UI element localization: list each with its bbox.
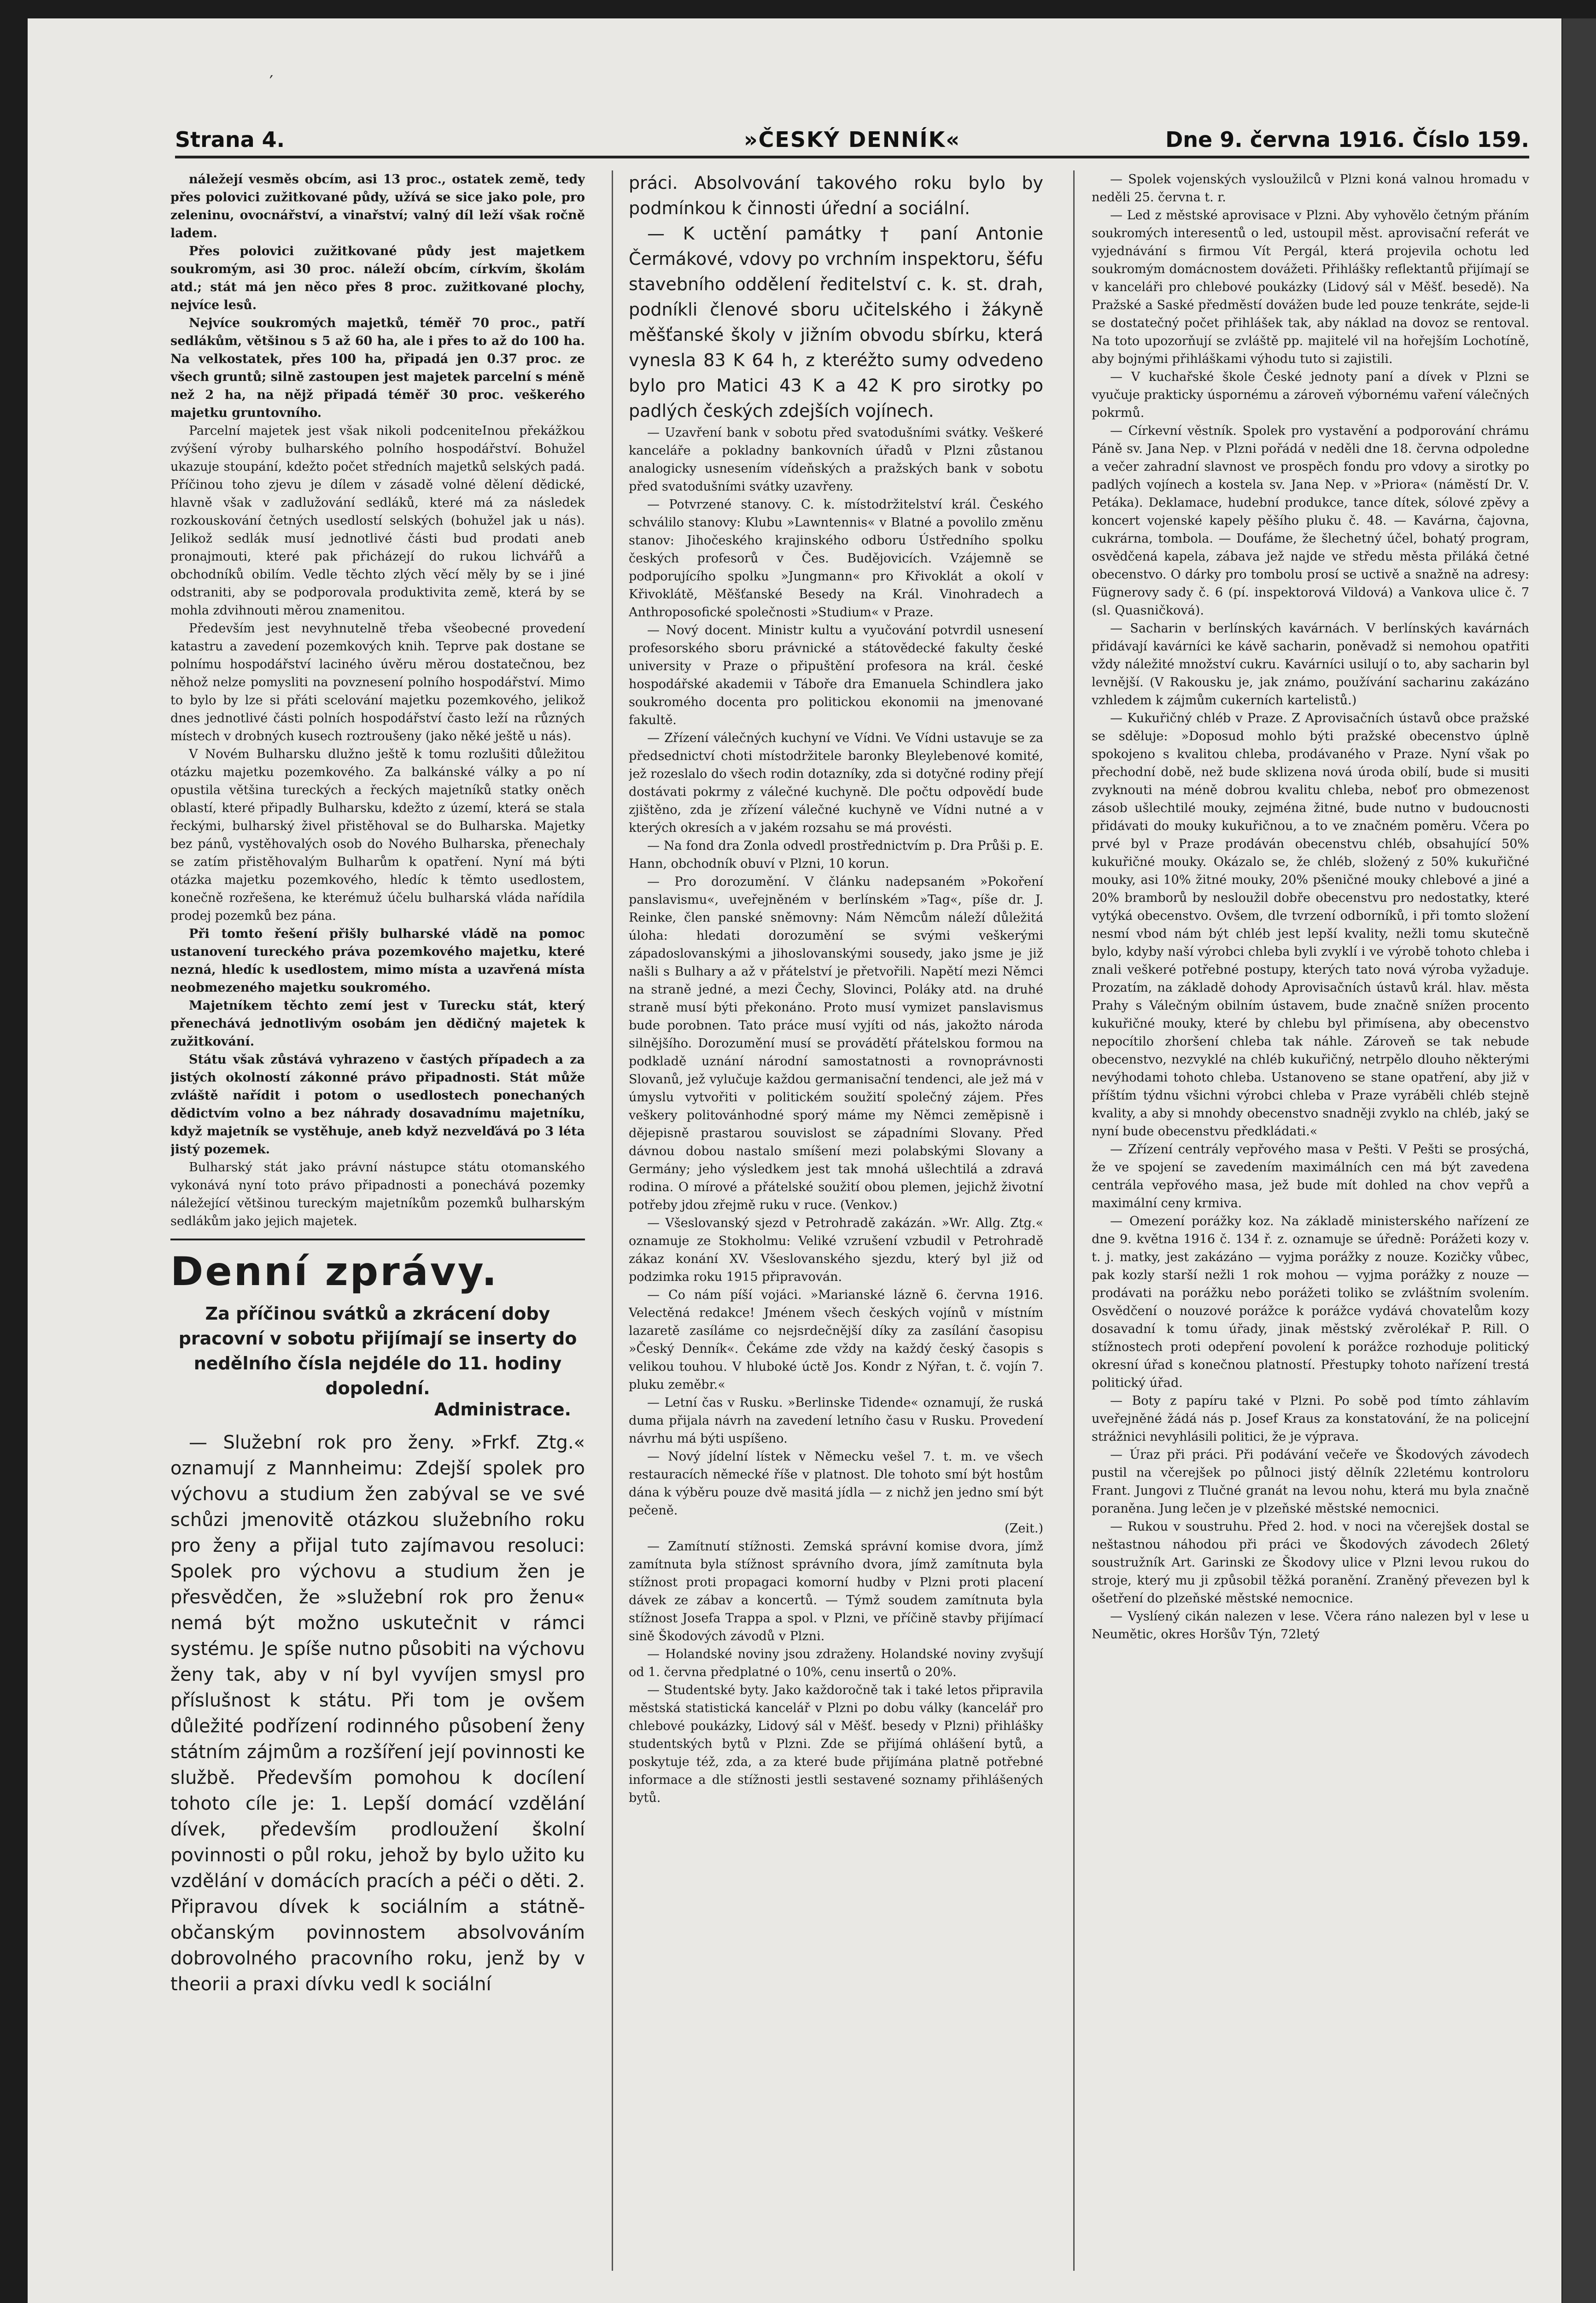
scan-edge [1562,18,1596,2303]
paragraph: Majetníkem těchto zemí jest v Turecku stát, který přenechává jednotlivým osobám jen dědičný majetek k zužitkování. [170,999,585,1049]
column-rule [612,170,613,2271]
article: — Zřízení centrály vepřového masa v Pešti. V Pešti se prosýchá, že ve spojení se zavedením maximálních cen má být zavedena centrála vepřového masa, jež bude mít dohled na chov vepřů a maximální ceny krmiva. [1092,1142,1529,1210]
article: — Sacharin v berlínských kavárnách. V berlínských kavárnách přidávají kavárníci ke kávě sacharin, poněvadž si nemohou opatřiti vždy náležité množství cukru. Kavárníci usilují o to, aby sacharin byl levnější. (V Rakousku je, jak známo, používání sacharinu zakázáno vzhledem k zájmům cukerních kartelistů.) [1092,621,1529,707]
paragraph: Při tomto řešení přišly bulharské vládě na pomoc ustanovení tureckého práva pozemkového majetku, které nezná, hledíc k usedlostem, mimo místa a uzavřená místa neobmezeného majetku soukromého. [170,927,585,995]
article: — Omezení porážky koz. Na základě ministerského nařízení ze dne 9. května 1916 č. 134 ř. z. oznamuje se úředně: Porážeti kozy v. t. j. matky, jest zakázáno — vyjma porážky z nouze. Kozičky vůbec, pak kozly starší nežli 1 rok mohou — vyjma porážky z nouze — prodávati na porážku nebo porážeti toliko se zvláštním svolením. Osvědčení o nouzové porážce k porážce vydává chovatelům kozy dosavadní k tomu úřady, jinak městský zvěrolékař P. Rill. O stížnostech proti odepření povolení k porážce rozhoduje politický okresní úřad s konečnou platností. Přestupky tohoto nařízení trestá politický úřad. [1092,1214,1529,1390]
article: — Spolek vojenských vysloužilců v Plzni koná valnou hromadu v neděli 25. června t. r. [1092,172,1529,205]
article: — Služební rok pro ženy. »Frkf. Ztg.« oznamují z Mannheimu: Zdejší spolek pro výchovu a studium žen zabýval se ve své schůzi jmenovitě otázkou služebního roku pro ženy a přijal tuto zajímavou resoluci: Spolek pro výchovu a studium žen je přesvědčen, že »služební rok pro ženu« nemá být možno uskutečnit v rámci systému. Je spíše nutno působiti na výchovu ženy tak, aby v ní byl vyvíjen smysl pro příslušnost k státu. Při tom je ovšem důležité podřízení rodinného působení ženy státním zájmům a rozšíření její povinnosti ke službě. Především pomohou k docílení tohoto cíle je: 1. Lepší domácí vzdělání dívek, především prodloužení školní povinnosti o půl roku, jehož by bylo užito ku vzdělání v domácích pracích a péči o děti. 2. Připravou dívek k sociálním a státně-občanským povinnostem absolvováním dobrovolného pracovního roku, jenž by v theorii a praxi dívku vedl k sociální [170,1432,585,1995]
article: — Zřízení válečných kuchyní ve Vídni. Ve Vídni ustavuje se za předsednictví choti místodržitele baronky Bleylebenové komité, jež rozeslalo do všech rodin dotazníky, zda si dotyčné rodiny přejí dostávati pokrmy z válečné kuchyně. Dle počtu odpovědí bude zjištěno, zda je zřízení válečné kuchyně ve Vídni nutné a v kterých okresích a v jakém rozsahu se má provésti. [629,731,1043,835]
article: — Co nám píší vojáci. »Marianské lázně 6. června 1916. Velectěná redakce! Jménem všech českých vojínů v místním lazaretě zasíláme co nejsrdečnější díky za zasílání časopisu »Český Denník«. Čekáme zde vždy na každý český časopis s velikou touhou. V hluboké úctě Jos. Kondr z Nýřan, t. č. vojín 7. pluku zeměbr.« [629,1288,1043,1392]
page-number: Strana 4. [175,127,285,152]
paragraph: V Novém Bulharsku dlužno ještě k tomu rozlušiti důležitou otázku majetku pozemkového. Za balkánské války a po ní opustila většina tureckých a řeckých majetníků statky oněch oblastí, které připadly Bulharsku, kdežto z území, která se stala řeckými, bulharský živel přistěhoval se do Bulharska. Majetky bez pánů, vystěhovalých osob do Nového Bulharska, přenechaly se zatím přistěhovalým Bulharům k opatření. Nyní má býti otázka majetku pozemkového, hledíc k těmto usedlostem, konečně rozřešena, ke kterémuž účelu bulharská vláda nařídila prodej pozemků bez pána. [170,747,585,923]
article: — Vyslíený cikán nalezen v lese. Včera ráno nalezen byl v lese u Neumětic, okres Horšův Týn, 72letý [1092,1609,1529,1642]
paragraph: Nejvíce soukromých majetků, téměř 70 proc., patří sedlákům, většinou s 5 až 60 ha, ale i přes to až do 100 ha. Na velkostatek, přes 100 ha, připadá jen 0.37 proc. ze všech gruntů; silně zastoupen jest majetek parcelní s méně než 2 ha, na nějž připadá téměř 30 proc. veškerého majetku gruntovního. [170,316,585,420]
article: — Letní čas v Rusku. »Berlinske Tidende« oznamují, že ruská duma přijala návrh na zavedení letního času v Rusku. Provedení návrhu má býti uspíšeno. [629,1396,1043,1446]
administration-notice: Za příčinou svátků a zkrácení doby pracovní v sobotu přijímají se inserty do nedělního čísla nejdéle do 11. hodiny dopolední. [178,1303,577,1398]
article: — Led z městské aprovisace v Plzni. Aby vyhovělo četným přáním soukromých interesentů o led, ustoupil měst. aprovisační referát ve vyjednávání s firmou Vít Pergál, která projevila ochotu led soukromým domácnostem dovážeti. Přihlášky reflektantů přijímají se v kanceláři pro chlebové poukázky (Lidový sál v Měšť. besedě). Na Pražské a Saské předměstí dovážen bude led pouze tenkráte, sejde-li se dostatečný počet přihlášek tak, aby náklad na dovoz se rentoval. Na toto upozorňují se zvláště pp. majitelé vil na hořejším Lochotíně, aby bojnými přihláškami výhodu tuto si zajistili. [1092,208,1529,366]
newspaper-page [28,18,1561,2303]
article: — Nový jídelní lístek v Německu vešel 7. t. m. ve všech restauracích německé říše v platnost. Dle tohoto smí být hostům dána k výběru pouze dvě masitá jídla — z nichž jen jedno smí být pečeně. [629,1450,1043,1518]
article: — Potvrzené stanovy. C. k. místodržitelství král. Českého schválilo stanovy: Klubu »Lawntennis« v Blatné a povolilo změnu stanov: Jihočeského krajinského odboru Ústředního spolku českých profesorů v Čes. Budějovicích. Vzájemně se podporujícího spolku »Jungmann« pro Křivoklát a okolí v Křivoklátě, Měšťanské Besedy na Král. Vinohradech a Anthroposofické společnosti »Studium« v Praze. [629,497,1043,620]
paragraph: Bulharský stát jako právní nástupce státu otomanského vykonává nyní toto právo připadnosti a ponechává pozemky náležející většinou tureckým majetníkům pozemků bulharským sedlákům jako jejich majetek. [170,1160,585,1228]
paragraph: Přes polovici zužitkované půdy jest majetkem soukromým, asi 30 proc. náleží obcím, církvím, školám atd.; stát má jen něco přes 8 proc. zužitkované plochy, nejvíce lesů. [170,244,585,312]
article: — K uctění památky † paní Antonie Čermákové, vdovy po vrchním inspektoru, šéfu stavebního oddělení ředitelství c. k. st. drah, podníkli členové sboru učitelského i žákyně měšťanské školy v jižním obvodu sbírku, která vynesla 83 K 64 h, z kteréžto sumy odvedeno bylo pro Matici 43 K a 42 K pro sirotky po padlých českých zdejších vojínech. [629,223,1043,421]
article: — Kukuřičný chléb v Praze. Z Aprovisačních ústavů obce pražské se sděluje: »Doposud mohlo býti pražské obecenstvo úplně spokojeno s kvalitou chleba, prodávaného v Praze. Nyní však po přechodní době, než bude sklizena nová úroda obilí, bude si musiti zvyknouti na méně dobrou kvalitu chleba, neboť pro obmezenost zásob ušlechtilé mouky, zejména žitné, bude nutno v budoucnosti přidávati do mouky kukuřičnou, a to ve značném poměru. Včera po prvé byl v Praze prodáván obecenstvu chléb, obsahující 50% kukuřičné mouky. Okázalo se, že chléb, složený z 50% kukuřičné mouky, asi 10% žitné mouky, 20% pšeničné mouky chlebové a jiné a 20% bramborů by nesloužil dobře obecenstvu pro nedostatky, které vytýká obecenstvo. Ovšem, dle tvrzení odborníků, i při tomto složení nesmí vbod nám být chléb jest lepší kvality, nežli tomu skutečně bylo, kdyby naší výrobci chleba byli zvyklí i ve výrobě tohoto chleba i znali veškeré potřebné postupy, kterých tato nová výroba vyžaduje. Prozatím, na základě dohody Aprovisačních ústavů král. hlav. města Prahy s Válečným obilním ústavem, bude značně snížen procento kukuřičné mouky, které by chlebu byl přimísena, aby obecenstvo nepocítilo zhoršení chleba tak náhle. Zároveň se tak nebude obecenstvo, nezvyklé na chléb kukuřičný, netrpělo dlouho některými nevýhodami tohoto chleba. Ustanoveno se stane opatření, aby již v příštím týdnu všichni výrobci chleba v Praze vyráběli chléb stejně kvality, a aby si mnohdy obecenstvo snadněji zvyklo na chléb, jaký se nyní bude obecenstvu předkládati.« [1092,711,1529,1139]
article: — Nový docent. Ministr kultu a vyučování potvrdil usnesení profesorského sboru právnické a státovědecké fakulty české university v Praze o připuštění profesora na král. české hospodářské akademii v Táboře dra Emanuela Schindlera jako soukromého docenta pro politickou ekonomii na jmenované fakultě. [629,623,1043,727]
article: — Zamítnutí stížnosti. Zemská správní komise dvora, jímž zamítnuta byla stížnost správního dvora, jímž zamítnuta byla stížnost proti propagaci komorní hudby v Plzni proti placení dávek ze zábav a koncertů. — Týmž soudem zamítnuta byla stížnost Josefa Trappa a spol. v Plzni, ve příčině stavby přijímací sině Škodových závodů v Plzni. [629,1539,1043,1643]
section-title: Denní zprávy. [170,1249,499,1295]
article: — Na fond dra Zonla odvedl prostřednictvím p. Dra Průši p. E. Hann, obchodník obuví v Plzni, 10 korun. [629,839,1043,871]
page-header [175,123,1529,158]
article: — Úraz při práci. Při podávání večeře ve Škodových závodech pustil na včerejšek po půlnoci jistý dělník 22letému kontroloru Frant. Jungovi z Tlučné granát na levou nohu, která mu byla značně poraněna. Jung lečen je v plzeňské městské nemocnici. [1092,1448,1529,1516]
article: — Holandské noviny jsou zdraženy. Holandské noviny zvyšují od 1. června předplatné o 10%, cenu insertů o 20%. [629,1647,1043,1679]
section-divider [170,1236,585,1240]
article: — Boty z papíru také v Plzni. Po sobě pod tímto záhlavím uveřejněné žádá nás p. Josef Kraus za konstatování, že na policejní strážnici nevyhlásili politici, že je výprava. [1092,1394,1529,1444]
notice-signature: Administrace. [434,1399,571,1420]
ink-mark: ′ [269,73,274,92]
paragraph: Parcelní majetek jest však nikoli podceniteInou překážkou zvýšení výroby bulharského polního hospodářství. Bohužel ukazuje stoupání, kdežto počet středních majetků selských padá. Příčinou toho zjevu je dílem v zásadě volné dělení dědické, hlavně však v zadlužování sedláků, které má za následek rozkouskování četných usedlostí selských (bohužel jak u nás). Jelikož sedlák musí jednotlivé části bud prodati aneb pronajmouti, které pak přicházejí do rukou lichvářů a obchodníků obilím. Vedle těchto zlých věcí měly by se i jiné odstraniti, aby se podporovala produktivita země, která by se mohla zdvihnouti měrou znamenitou. [170,424,585,618]
column-3 [1092,170,1529,2271]
column-2 [629,170,1043,2271]
article: — Rukou v soustruhu. Před 2. hod. v noci na včerejšek dostal se neštastnou náhodou při práci ve Škodových závodech 26letý soustružník Art. Garinski ze Škodovy ulice v Plzni levou rukou do stroje, který mu ji způsobil těžká poranění. Zraněný převezen byl k ošetření do plzeňské městské nemocnice. [1092,1520,1529,1606]
article: — Pro dorozumění. V článku nadepsaném »Pokoření panslavismu«, uveřejněném v berlínském »Tag«, píše dr. J. Reinke, člen panské sněmovny: Nám Němcům náleží důležitá úloha: hledati dorozumění se svými veškerými západoslovanskými a jihoslovanskými sousedy, jako jsme je již našli s Bulhary a až v přátelství je přetvořili. Napětí mezi Němci na straně jedné, a mezi Čechy, Slovinci, Poláky atd. na druhé straně musí býti překonáno. Proto musí vymizet panslavismus bude porobnen. Tato práce musí vyjíti od nás, jakožto národa silnějšího. Dorozumění musí se provádětí přátelskou formou na podkladě uznání národní samostatnosti a rovnoprávnosti Slovanů, jež vylučuje každou germanisační tendenci, ale jež má v úmyslu vytvořiti v politickém soužití společný zájem. Přes veškery politovánhodné sporý máme my Němci zeměpisně i dějepisně prastarou souvislost se západními Slovany. Před dávnou dobou nastalo smíšení mezi polabskými Slovany a Germány; jeho výsledkem jest tak mnohá ušlechtilá a zdravá rodina. O mírové a přátelské soužití obou plemen, jejichž životní potřeby jdou zřejmě ruku v ruce. (Venkov.) [629,875,1043,1212]
paragraph: Státu však zůstává vyhrazeno v častých případech a za jistých okolností zákonné právo připadnosti. Stát může zvláště nařídit i potom o usedlostech ponechaných dědictvím volno a bez náhrady dosavadnímu majetníku, když majetník se vystěhuje, aneb když nezvelďává po 3 léta jistý pozemek. [170,1052,585,1157]
article: — Všeslovanský sjezd v Petrohradě zakázán. »Wr. Allg. Ztg.« oznamuje ze Stokholmu: Veliké vzrušení vzbudil v Petrohradě zákaz konání XV. Všeslovanského sjezdu, který byl již od podzimka roku 1915 připravován. [629,1216,1043,1284]
article: — Uzavření bank v sobotu před svatodušními svátky. Veškeré kanceláře a pokladny bankovních úřadů v Plzni zůstanou analogicky usnesením vídeňských a pražských bank v sobotu před svatodušními svátky uzavřeny. [629,426,1043,494]
paragraph: Především jest nevyhnutelně třeba všeobecné provedení katastru a zavedení pozemkových knih. Teprve pak dostane se polnímu hospodářství laciného úvěru měrou dostatečnou, bez něhož nelze pomysliti na povznesení polního hospodářství. Mimo to bylo by lze si přáti scelování majetku pozemkového, jelikož dnes jednotlivé části polních hospodářství často leží na různých místech v drobných kusech roztroušeny (jako něké ještě u nás). [170,621,585,743]
article: — Církevní věstník. Spolek pro vystavění a podporování chrámu Páně sv. Jana Nep. v Plzni pořádá v neděli dne 18. června odpoledne a večer zahradní slavnost ve prospěch fondu pro vdovy a sirotky po padlých vojínech a kostela sv. Jana Nep. v »Priora« (náměstí Dr. V. Petáka). Deklamace, hudební produkce, tance dítek, sólové zpěvy a koncert vojenské kapely pěšího pluku č. 48. — Kavárna, čajovna, cukrárna, tombola. — Doufáme, že šlechetný účel, bohatý program, osvědčená kapela, zábava jež najde ve středu města přiláká četné obecenstvo. O dárky pro tombolu prosí se uctivě a snažně na adresy: Fügnerovy sady č. 6 (pí. inspektorová Vildová) a Vankova ulice č. 7 (sl. Quasničková). [1092,424,1529,618]
issue-date: Dne 9. června 1916. Číslo 159. [1165,127,1529,152]
article-source: (Zeit.) [1005,1521,1043,1536]
article: — V kuchařské škole České jednoty paní a dívek v Plzni se vyučuje prakticky úspornému a zároveň výbornému vaření válečných pokrmů. [1092,370,1529,420]
article: — Studentské byty. Jako každoročně tak i také letos připravila městská statistická kancelář v Plzni po dobu války (kancelář pro chlebové poukázky, Lidový sál v Měšť. besedy v Plzni) přihlášky studentských bytů v Plzni. Zde se přijímá ohlášení bytů, a poskytuje též, zda, a za které bude přijímána platně potřebné informace a dle stížnosti jestli sestavené soznamy přihlášených bytů. [629,1683,1043,1805]
column-rule [1073,170,1075,2271]
paragraph: náležejí vesměs obcím, asi 13 proc., ostatek země, tedy přes polovici zužitkované půdy, užívá se sice jako pole, pro zeleninu, ovocnářství, a vinařství; valný díl leží však ročně ladem. [170,172,585,240]
newspaper-title: »ČESKÝ DENNÍK« [743,127,961,152]
article-continuation: práci. Absolvování takového roku bylo by podmínkou k činnosti úřední a sociální. [629,173,1043,218]
column-1 [170,170,585,2271]
